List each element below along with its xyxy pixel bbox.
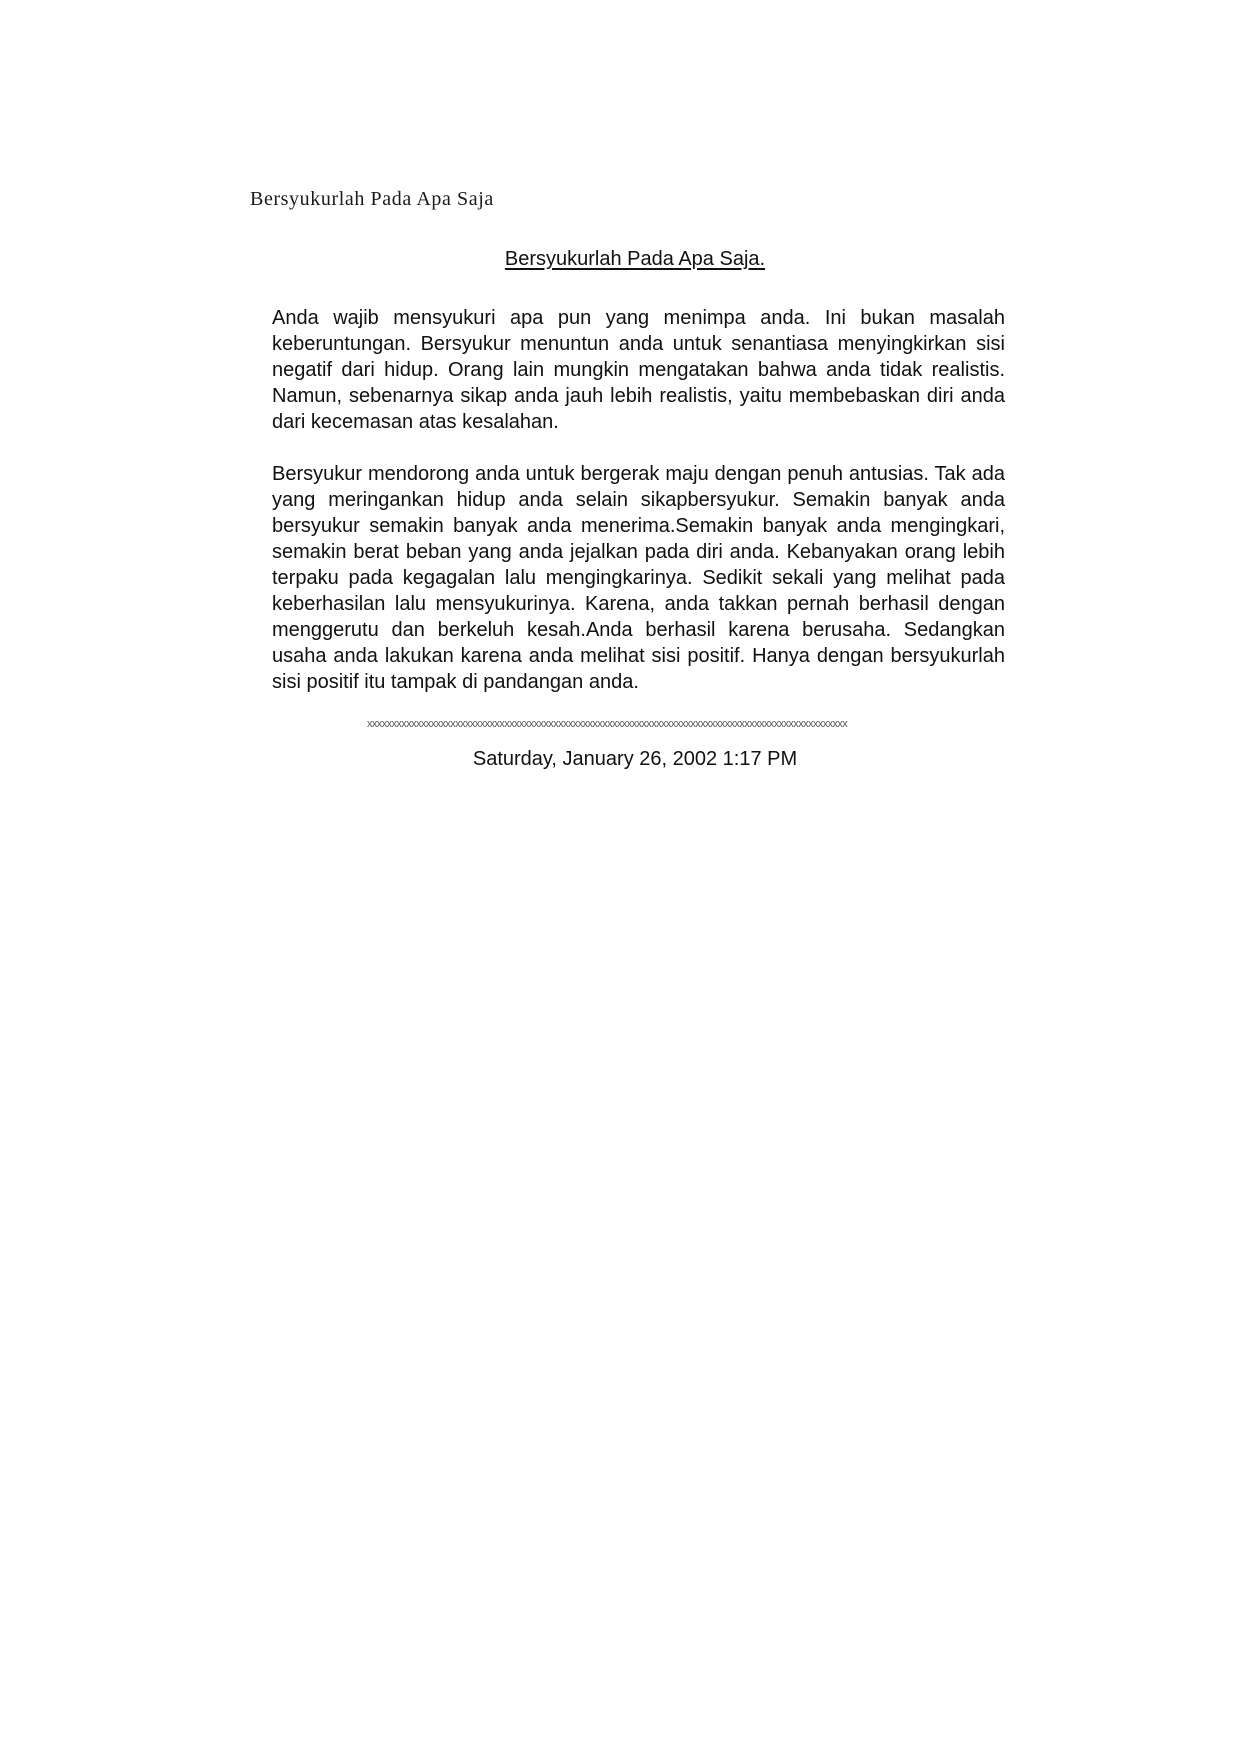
document-date: Saturday, January 26, 2002 1:17 PM xyxy=(472,748,798,770)
paragraph-1: Anda wajib mensyukuri apa pun yang menimpa anda. Ini bukan masalah keberuntungan. Bersyukur menuntun anda untuk senantiasa menyingkirkan sisi negatif dari hidup. Orang lain mungkin mengatakan bahwa anda tidak realistis. Namun, sebenarnya sikap anda jauh lebih realistis, yaitu membebaskan diri anda dari kecemasan atas kesalahan. xyxy=(272,307,1005,433)
document-title: Bersyukurlah Pada Apa Saja. xyxy=(504,248,766,270)
separator-line: xxxxxxxxxxxxxxxxxxxxxxxxxxxxxxxxxxxxxxxxxxxxxxxxxxxxxxxxxxxxxxxxxxxxxxxxxxxxxxxxxxxxxxxxxxxxxxxxxx xyxy=(367,718,848,730)
paragraph-2: Bersyukur mendorong anda untuk bergerak maju dengan penuh antusias. Tak ada yang meringankan hidup anda selain sikapbersyukur. Semakin banyak anda bersyukur semakin banyak anda menerima.Semakin banyak anda mengingkari, semakin berat beban yang anda jejalkan pada diri anda. Kebanyakan orang lebih terpaku pada kegagalan lalu mengingkarinya. Sedikit sekali yang melihat pada keberhasilan lalu mensyukurinya. Karena, anda takkan pernah berhasil dengan menggerutu dan berkeluh kesah.Anda berhasil karena berusaha. Sedangkan usaha anda lakukan karena anda melihat sisi positif. Hanya dengan bersyukurlah sisi positif itu tampak di pandangan anda. xyxy=(272,463,1005,693)
running-header: Bersyukurlah Pada Apa Saja xyxy=(250,188,494,210)
